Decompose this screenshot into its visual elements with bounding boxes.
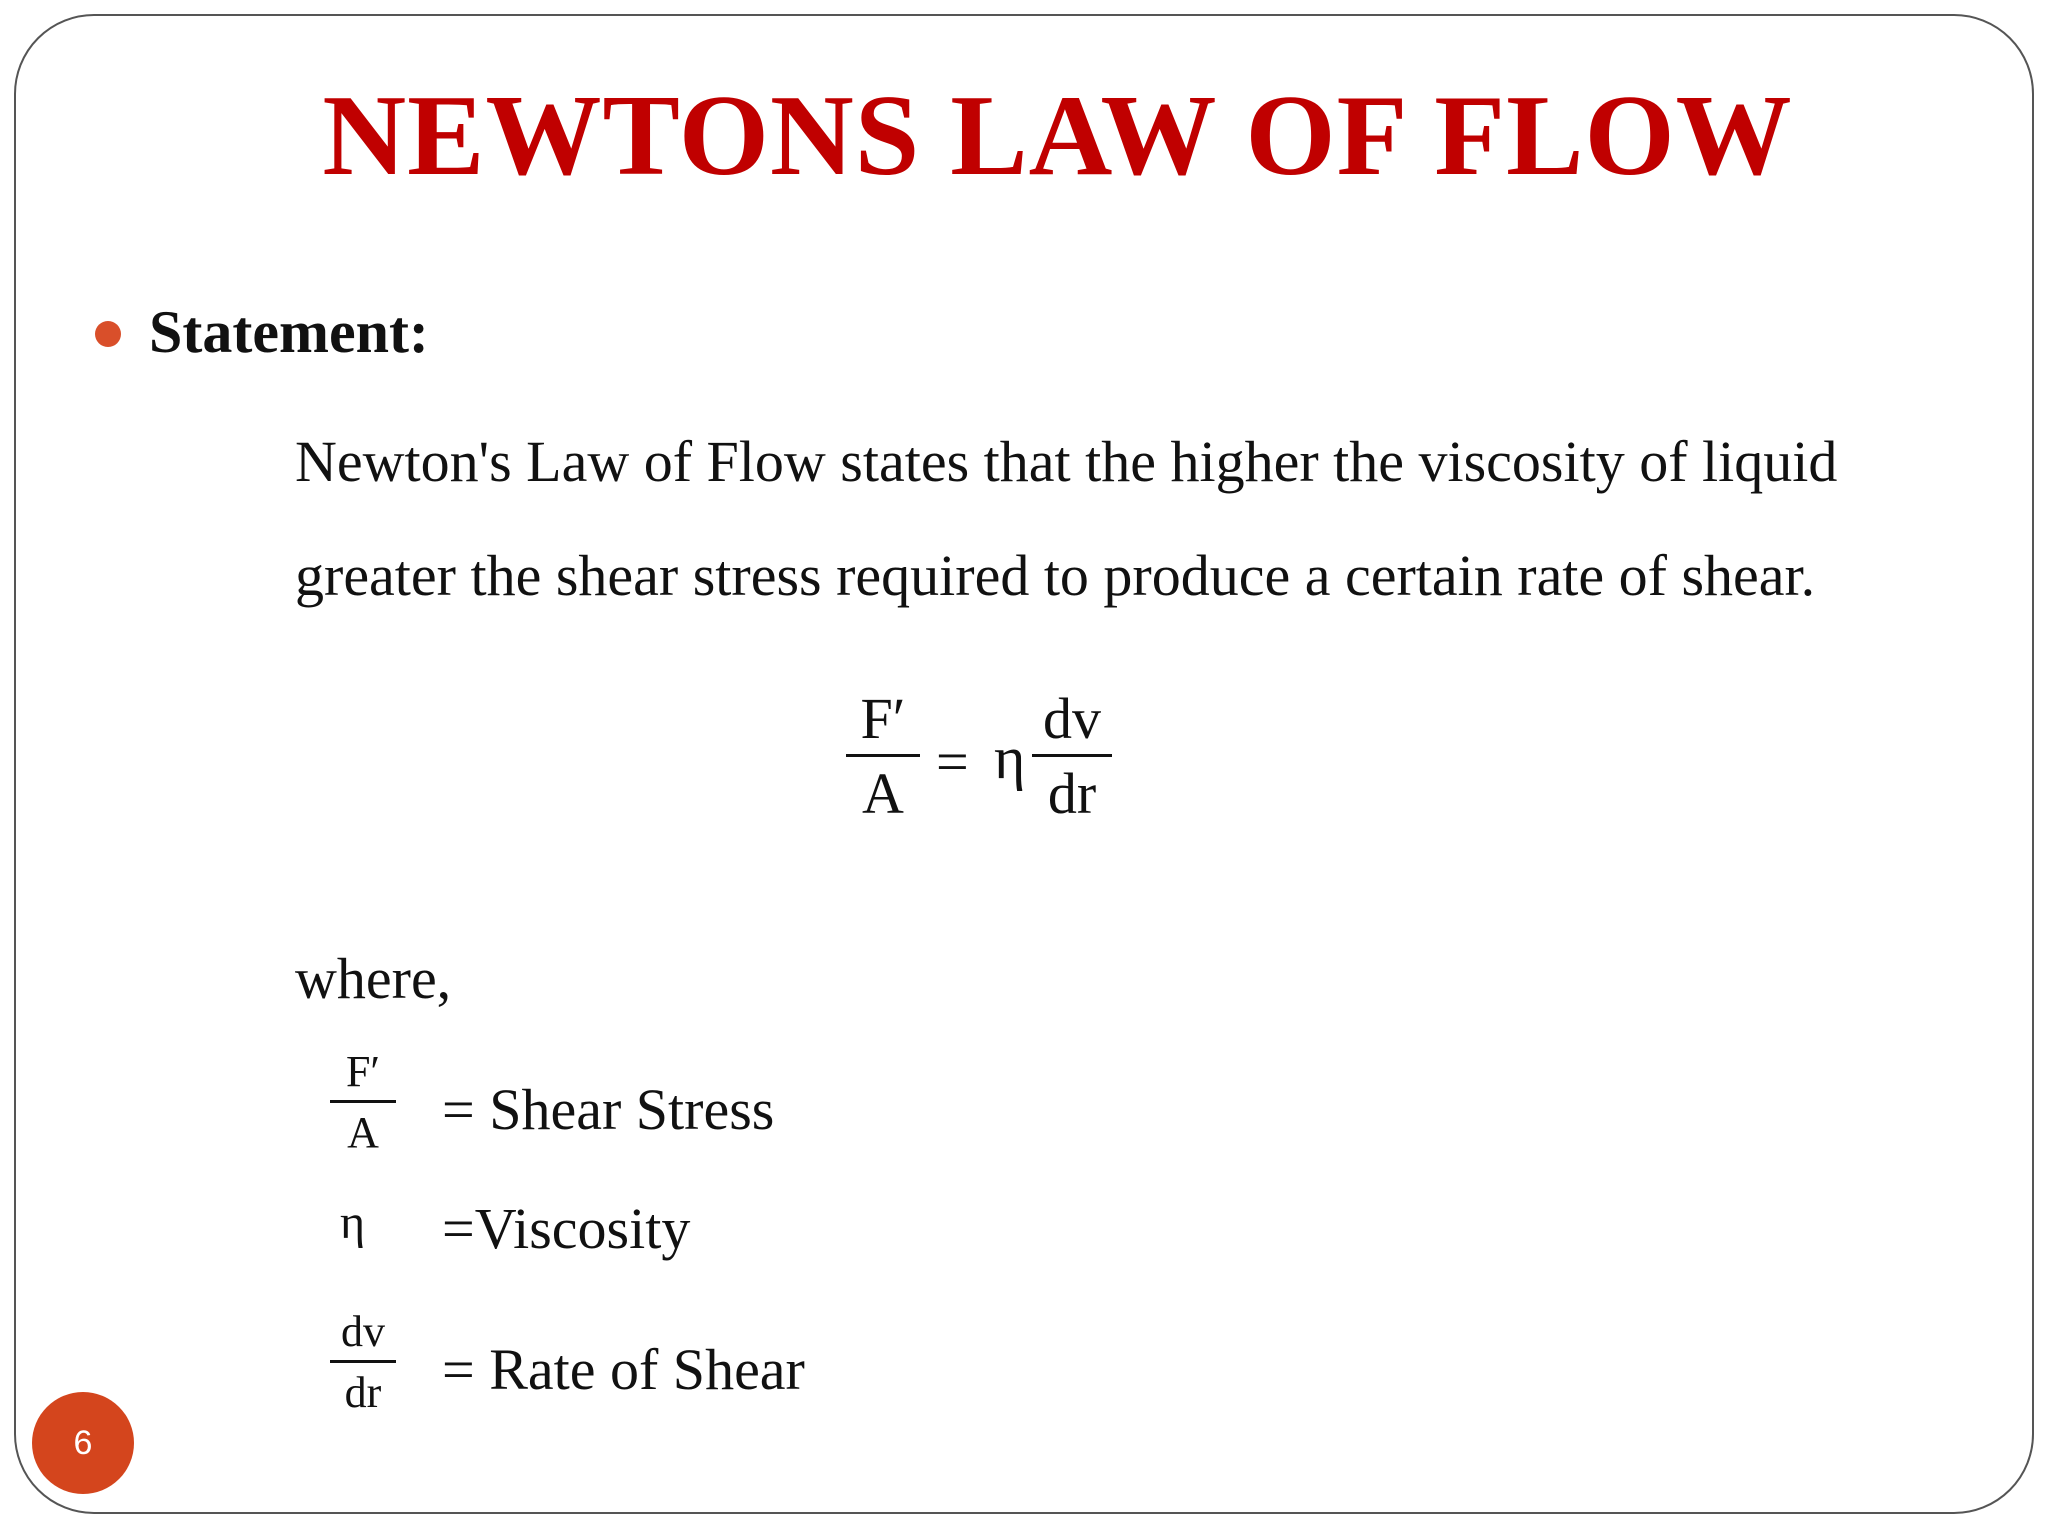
definition-denominator: A (347, 1108, 379, 1157)
bullet-label: Statement: (149, 298, 429, 365)
definition-numerator: F′ (345, 1047, 381, 1096)
equals-sign: = (936, 729, 969, 794)
definition-symbol-fraction (330, 1307, 396, 1417)
bullet-dot-icon (95, 321, 121, 347)
definition-denominator: dr (344, 1368, 382, 1417)
lhs-denominator: A (862, 761, 904, 826)
definition-text: = Rate of Shear (442, 1337, 805, 1402)
definition-numerator: dv (341, 1307, 385, 1356)
statement-line-2: greater the shear stress required to produce a certain rate of shear. (295, 543, 1816, 608)
slide-title: NEWTONS LAW OF FLOW (322, 72, 1793, 200)
definition-text: =Viscosity (442, 1196, 691, 1261)
where-label: where, (295, 946, 452, 1011)
bullet-statement (95, 292, 429, 372)
definition-symbol: η (340, 1196, 366, 1249)
definition-text: = Shear Stress (442, 1077, 775, 1142)
rhs-denominator: dr (1047, 761, 1097, 826)
rate-of-shear-fraction (1032, 686, 1112, 826)
viscosity-symbol: η (994, 725, 1026, 791)
page-number-badge: 6 (32, 1392, 134, 1494)
fraction-bar (1032, 754, 1112, 757)
definition-symbol-fraction (330, 1047, 396, 1157)
fraction-bar (846, 754, 920, 757)
fraction-bar (330, 1100, 396, 1103)
shear-stress-fraction (846, 686, 920, 826)
statement-line-1: Newton's Law of Flow states that the higher the viscosity of liquid (295, 429, 1838, 494)
lhs-numerator: F′ (860, 686, 906, 751)
fraction-bar (330, 1360, 396, 1363)
rhs-numerator: dv (1043, 686, 1101, 751)
